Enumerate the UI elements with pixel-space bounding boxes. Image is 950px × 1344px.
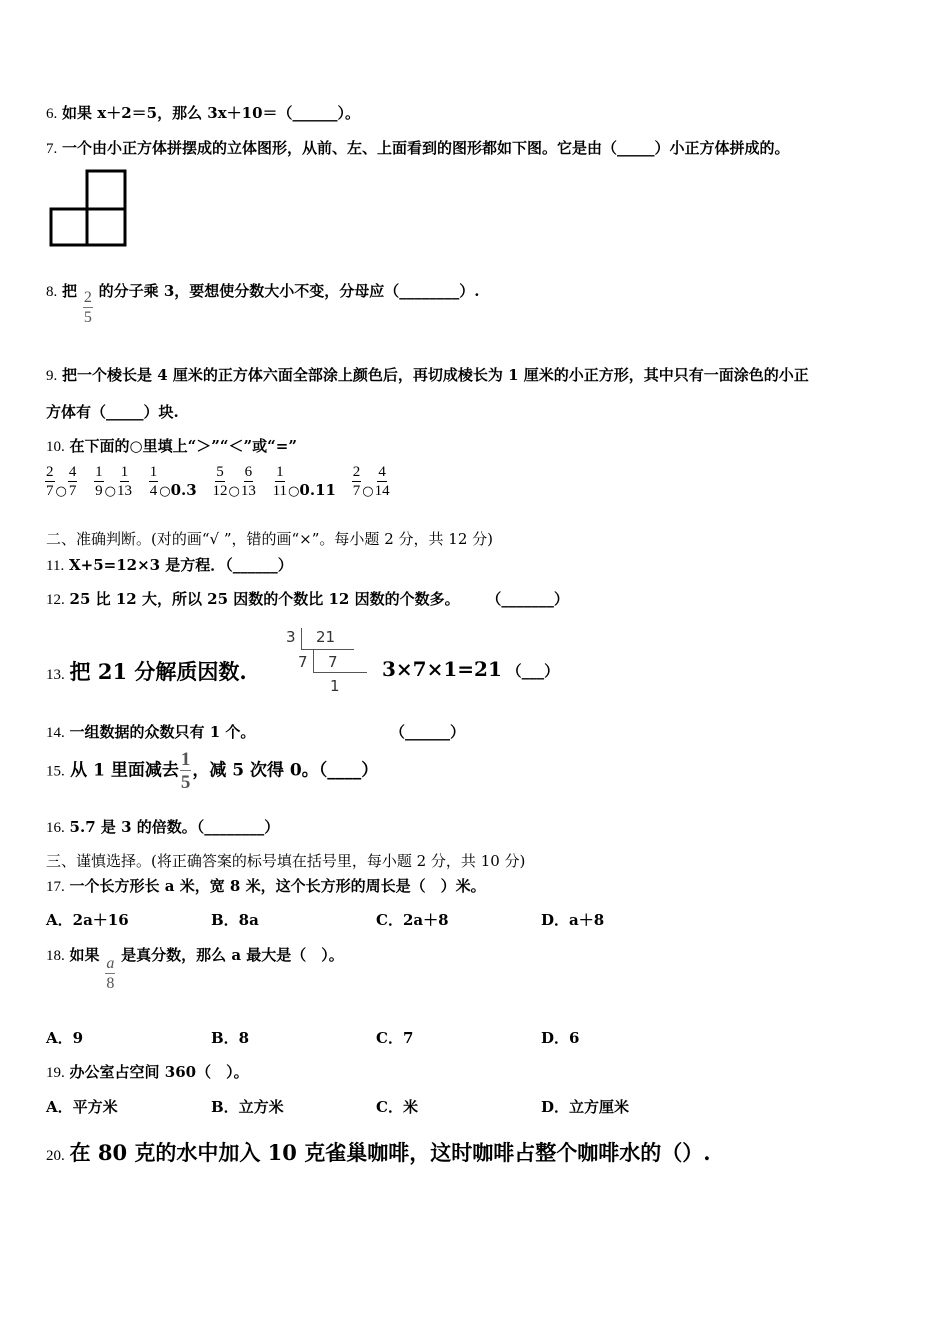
question-8 (46, 280, 480, 326)
division-bracket (313, 672, 367, 673)
question-text-post: 是真分数，那么 a 最大是（ ）。 (121, 946, 344, 964)
answer-blank[interactable]: （______） (390, 723, 466, 741)
question-19 (46, 1061, 249, 1082)
question-number: 10. (46, 439, 65, 455)
denominator: 7 (352, 483, 361, 499)
denominator: 5 (180, 772, 191, 793)
short-division-figure (284, 626, 374, 696)
compare-circle[interactable]: ○ (55, 484, 67, 499)
compare-circle[interactable]: ○ (362, 484, 374, 499)
quotient: 7 (328, 653, 338, 671)
numerator: 4 (68, 464, 77, 480)
option-d[interactable]: D．a＋8 (541, 911, 605, 929)
question-text: 在 80 克的水中加入 10 克雀巢咖啡，这时咖啡占整个咖啡水的（）. (69, 1140, 711, 1165)
comparison-item (44, 465, 78, 499)
answer-blank[interactable]: （_______） (486, 590, 569, 608)
option-a[interactable]: A．平方米 (46, 1098, 118, 1116)
numerator: 1 (149, 464, 158, 480)
denominator: 4 (149, 483, 158, 499)
numerator: 1 (180, 749, 191, 770)
option-b[interactable]: B．立方米 (211, 1098, 284, 1116)
question-9-line2 (46, 401, 179, 422)
numerator: a (106, 955, 115, 972)
question-text: X+5=12×3 是方程．（______） (68, 556, 293, 574)
question-text: 如果 x＋2＝5，那么 3x＋10＝（______）。 (62, 104, 361, 122)
question-7 (46, 137, 790, 158)
question-number: 11. (46, 558, 65, 574)
question-10 (46, 435, 297, 456)
decimal-value: 0.11 (299, 481, 336, 499)
denominator: 8 (106, 975, 115, 992)
question-text-post: ，减 5 次得 0。（____） (192, 760, 379, 781)
question-number: 15. (46, 763, 65, 780)
question-15 (46, 750, 378, 792)
numerator: 1 (95, 464, 103, 480)
divisor: 3 (286, 628, 296, 646)
question-text-pre: 如果 (69, 946, 100, 964)
comparison-item (211, 465, 256, 499)
question-text: 5.7 是 3 的倍数。（________） (69, 818, 280, 836)
division-bracket (301, 649, 354, 650)
numerator: 2 (352, 464, 361, 480)
denominator: 9 (95, 483, 103, 499)
option-a[interactable]: A．2a＋16 (46, 911, 129, 929)
option-c[interactable]: C．2a＋8 (376, 911, 449, 929)
question-17 (46, 875, 486, 896)
question-number: 19. (46, 1065, 65, 1081)
division-bracket (301, 628, 302, 650)
comparison-item (351, 465, 391, 499)
numerator: 1 (276, 464, 284, 480)
question-text: 25 比 12 大，所以 25 因数的个数比 12 因数的个数多。 (69, 590, 460, 608)
denominator: 11 (272, 483, 288, 499)
question-6 (46, 102, 360, 123)
question-text: 一组数据的众数只有 1 个。 (69, 723, 256, 741)
question-number: 13. (46, 667, 65, 683)
question-14 (46, 721, 255, 742)
question-text: 方体有（_____）块. (46, 403, 179, 421)
question-text-pre: 把 (62, 282, 78, 300)
denominator: 14 (374, 483, 390, 499)
comparison-item (148, 465, 197, 499)
denominator: 7 (46, 483, 54, 499)
numerator: 6 (244, 464, 253, 480)
fraction (105, 956, 115, 992)
denominator: 5 (83, 309, 92, 326)
numerator: 4 (378, 464, 386, 480)
divisor: 7 (298, 653, 308, 671)
option-c[interactable]: C．米 (376, 1098, 418, 1116)
denominator: 13 (240, 483, 256, 499)
option-b[interactable]: B．8a (211, 911, 259, 929)
question-text: 把一个棱长是 4 厘米的正方体六面全部涂上颜色后，再切成棱长为 1 厘米的小正方形，其中只有一面涂色的小正 (62, 366, 809, 384)
cube-view-figure (48, 168, 130, 248)
question-text-pre: 从 1 里面减去 (70, 760, 179, 781)
denominator: 12 (212, 483, 228, 499)
question-11 (46, 554, 293, 575)
question-text: 办公室占空间 360（ ）。 (69, 1063, 249, 1081)
comparison-item (272, 465, 336, 499)
question-number: 9. (46, 368, 58, 384)
quotient: 1 (330, 677, 340, 695)
question-number: 16. (46, 820, 65, 836)
question-13 (46, 656, 247, 686)
decimal-value: 0.3 (170, 481, 197, 499)
denominator: 7 (68, 483, 77, 499)
question-20 (46, 1137, 711, 1167)
question-number: 6. (46, 106, 58, 122)
question-text: 在下面的○里填上“＞”“＜”或“=” (69, 437, 297, 455)
option-c[interactable]: C．7 (376, 1029, 414, 1047)
question-18 (46, 944, 344, 992)
comparison-row (44, 462, 401, 499)
fraction (83, 290, 93, 326)
numerator: 5 (216, 464, 224, 480)
denominator: 13 (116, 483, 132, 499)
question-9-line1 (46, 364, 809, 385)
option-d[interactable]: D．6 (541, 1029, 580, 1047)
question-16 (46, 816, 279, 837)
section-3-heading: 三、谨慎选择。(将正确答案的标号填在括号里，每小题 2 分，共 10 分) (46, 852, 526, 870)
answer-blank[interactable]: （___） (506, 662, 560, 680)
compare-circle[interactable]: ○ (104, 484, 116, 499)
question-number: 17. (46, 879, 65, 895)
compare-circle[interactable]: ○ (288, 484, 300, 499)
section-2-heading: 二、准确判断。(对的画“√ ”，错的画“×”。每小题 2 分，共 12 分) (46, 530, 493, 548)
question-text: 一个长方形长 a 米，宽 8 米，这个长方形的周长是（ ）米。 (69, 877, 486, 895)
dividend: 21 (316, 628, 336, 646)
question-13-answer (382, 657, 559, 681)
numerator: 1 (120, 464, 129, 480)
option-b[interactable]: B．8 (211, 1029, 250, 1047)
question-text: 一个由小正方体拼摆成的立体图形，从前、左、上面看到的图形都如下图。它是由（_____）小正方体拼成的。 (62, 139, 790, 157)
comparison-item (93, 465, 133, 499)
question-number: 14. (46, 725, 65, 741)
question-number: 8. (46, 284, 58, 300)
compare-circle[interactable]: ○ (159, 484, 171, 499)
option-a[interactable]: A．9 (46, 1029, 84, 1047)
fraction (180, 750, 192, 792)
option-d[interactable]: D．立方厘米 (541, 1098, 630, 1116)
question-text: 把 21 分解质因数. (69, 659, 247, 684)
numerator: 2 (83, 289, 92, 306)
division-bracket (313, 650, 314, 672)
question-number: 20. (46, 1148, 65, 1164)
question-number: 18. (46, 948, 65, 964)
question-number: 7. (46, 141, 58, 157)
numerator: 2 (46, 464, 54, 480)
question-number: 12. (46, 592, 65, 608)
question-text-post: 的分子乘 3，要想使分数大小不变，分母应（________）. (98, 282, 480, 300)
factorization-result: 3×7×1=21 (382, 657, 502, 681)
question-12 (46, 588, 569, 609)
compare-circle[interactable]: ○ (228, 484, 240, 499)
